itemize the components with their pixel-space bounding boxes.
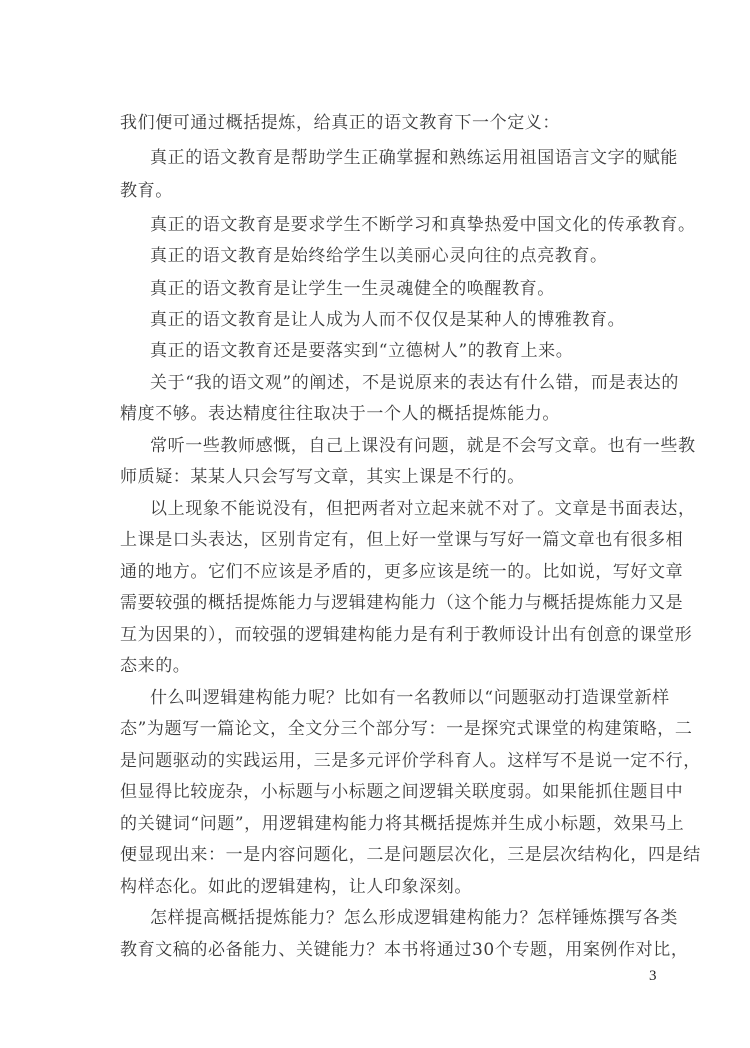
text-line: 师质疑：某某人只会写写文章，其实上课是不行的。 (120, 467, 525, 487)
text-line: 但显得比较庞杂，小标题与小标题之间逻辑关联度弱。如果能抓住题目中 (120, 782, 684, 802)
text-line: 真正的语文教育是要求学生不断学习和真挚热爱中国文化的传承教育。 (150, 215, 696, 235)
text-line: 通的地方。它们不应该是矛盾的，更多应该是统一的。比如说，写好文章 (120, 562, 684, 582)
text-line: 的关键词“问题”，用逻辑建构能力将其概括提炼并生成小标题，效果马上 (120, 814, 685, 834)
text-line: 态”为题写一篇论文，全文分三个部分写：一是探究式课堂的构建策略，二 (120, 719, 693, 739)
text-line: 态来的。 (120, 656, 191, 676)
text-line: 怎样提高概括提炼能力？怎么形成逻辑建构能力？怎样锤炼撰写各类 (150, 908, 678, 928)
page-number: 3 (649, 968, 657, 984)
text-line: 便显现出来：一是内容问题化，二是问题层次化，三是层次结构化，四是结 (120, 845, 701, 865)
text-line: 常听一些教师感慨，自己上课没有问题，就是不会写文章。也有一些教 (150, 436, 696, 456)
text-line: 真正的语文教育是让学生一生灵魂健全的唤醒教育。 (150, 279, 555, 299)
text-line: 真正的语文教育是让人成为人而不仅仅是某种人的博雅教育。 (150, 310, 626, 330)
text-line: 精度不够。表达精度往往取决于一个人的概括提炼能力。 (120, 404, 560, 424)
text-line: 教育文稿的必备能力、关键能力？本书将通过30个专题，用案例作对比， (120, 940, 689, 960)
text-line: 真正的语文教育是始终给学生以美丽心灵向往的点亮教育。 (150, 246, 608, 266)
text-line: 以上现象不能说没有，但把两者对立起来就不对了。文章是书面表达， (150, 499, 696, 519)
text-line: 真正的语文教育是帮助学生正确掌握和熟练运用祖国语言文字的赋能 (150, 148, 678, 168)
text-line: 需要较强的概括提炼能力与逻辑建构能力（这个能力与概括提炼能力又是 (120, 593, 684, 613)
text-line: 上课是口头表达，区别肯定有，但上好一堂课与写好一篇文章也有很多相 (120, 530, 684, 550)
text-line: 构样态化。如此的逻辑建构，让人印象深刻。 (120, 877, 472, 897)
text-line: 什么叫逻辑建构能力呢？比如有一名教师以“问题驱动打造课堂新样 (150, 688, 670, 708)
text-line: 真正的语文教育还是要落实到“立德树人”的教育上来。 (150, 341, 574, 361)
text-line: 我们便可通过概括提炼，给真正的语文教育下一个定义： (120, 113, 560, 133)
text-line: 互为因果的），而较强的逻辑建构能力是有利于教师设计出有创意的课堂形 (120, 625, 693, 645)
text-line: 是问题驱动的实践运用，三是多元评价学科育人。这样写不是说一定不行， (120, 751, 701, 771)
text-line: 关于“我的语文观”的阐述，不是说原来的表达有什么错，而是表达的 (150, 373, 679, 393)
text-line: 教育。 (120, 181, 173, 201)
